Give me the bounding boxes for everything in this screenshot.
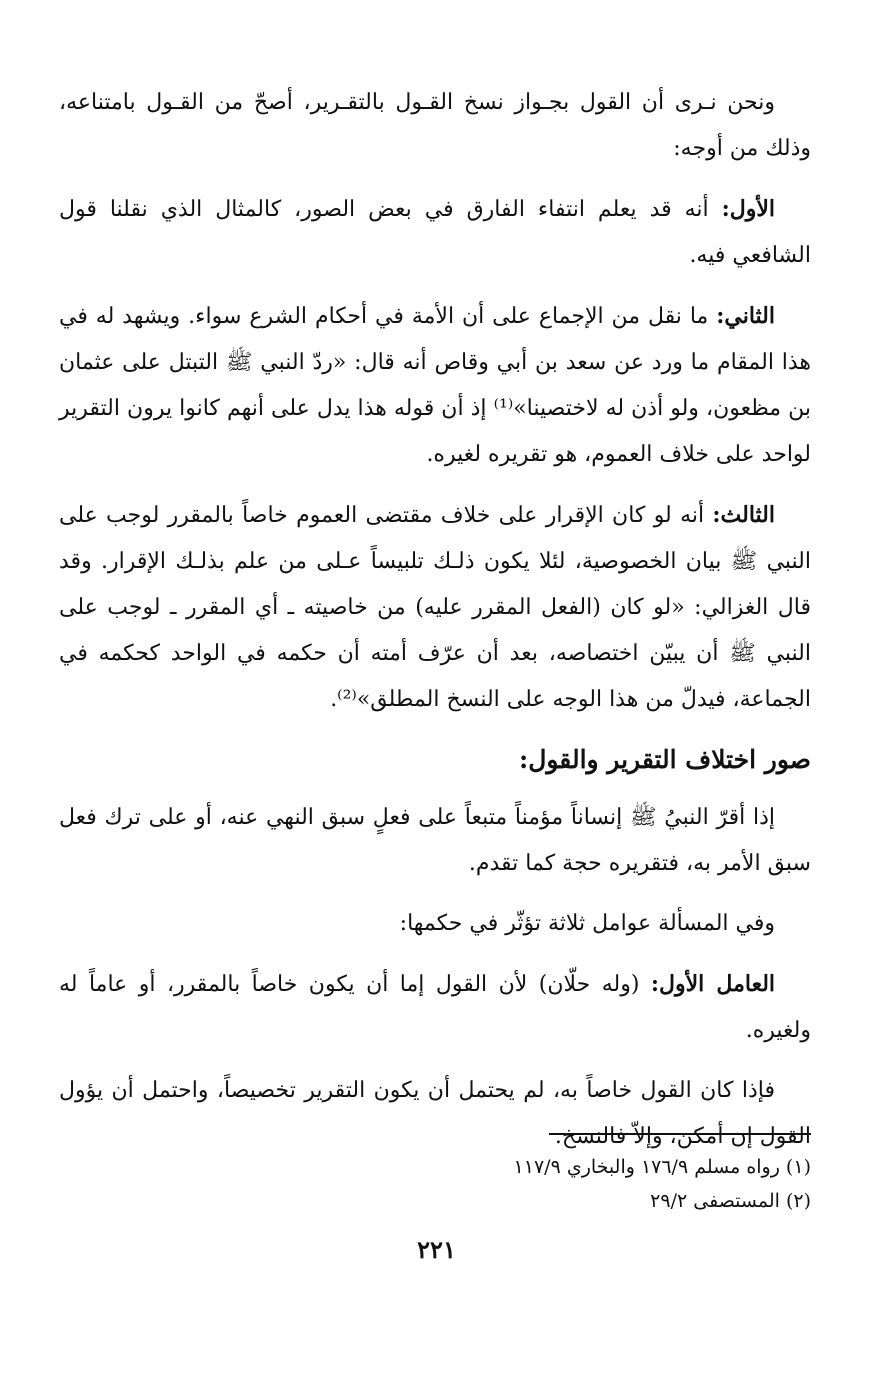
paragraph-factors-intro: [59, 901, 811, 947]
paragraph-third-reason: [59, 492, 811, 723]
footnote-separator: [549, 1133, 811, 1135]
paragraph-text: ونحن نـرى أن القول بجـواز نسخ القـول بالتقـرير، أصحّ من القـول بامتناعه، وذلك من أوجه:: [59, 90, 811, 161]
paragraph-approval-case: [59, 795, 811, 887]
page-number: ٢٢١: [417, 1235, 456, 1264]
paragraph-lead: العامل الأول:: [650, 971, 776, 997]
paragraph-text: أنه لو كان الإقرار على خلاف مقتضى العموم خاصاً بالمقرر لوجب على النبي ﷺ بيان الخصوصية، لئلا يكون ذلـك تلبيساً عـلى من علم بذلـك الإقرار. وقد قال الغزالي: «لو كان (الفعل المقرر عليه) من خاصيته ـ أي المقرر ـ لوجب على النبي ﷺ أن يبيّن اختصاصه، بعد أن عرّف أمته أن حكمه في الواحد كحكمه في الجماعة، فيدلّ من هذا الوجه على النسخ المطلق»⁽²⁾.: [59, 503, 811, 712]
section-heading: صور اختلاف التقرير والقول:: [519, 745, 811, 774]
footnote-1: (١) رواه مسلم ١٧٦/٩ والبخاري ١١٧/٩: [513, 1156, 811, 1178]
paragraph-second-reason: [59, 293, 811, 478]
paragraph-specific-case: [59, 1068, 811, 1160]
paragraph-intro: [59, 80, 811, 172]
paragraph-lead: الثالث:: [712, 502, 775, 528]
main-text: [59, 80, 811, 1174]
footnotes: [59, 1150, 811, 1218]
paragraph-lead: الثاني:: [716, 303, 775, 329]
paragraph-first-factor: [59, 961, 811, 1054]
paragraph-first-reason: [59, 186, 811, 279]
paragraph-lead: الأول:: [721, 196, 775, 222]
footnote-2: (٢) المستصفى ٢٩/٢: [650, 1190, 811, 1212]
paragraph-text: وفي المسألة عوامل ثلاثة تؤثّر في حكمها:: [399, 911, 775, 936]
paragraph-text: ما نقل من الإجماع على أن الأمة في أحكام الشرع سواء. ويشهد له في هذا المقام ما ورد عن سعد بن أبي وقاص أنه قال: «ردّ النبي ﷺ التبتل على عثمان بن مظعون، ولو أذن له لاختصينا»⁽¹⁾ إذ أن قوله هذا يدل على أنهم كانوا يرون التقرير لواحد على خلاف العموم، هو تقريره لغيره.: [59, 304, 811, 467]
paragraph-text: (وله حلّان) لأن القول إما أن يكون خاصاً بالمقرر، أو عاماً له ولغيره.: [59, 972, 811, 1043]
paragraph-text: أنه قد يعلم انتفاء الفارق في بعض الصور، كالمثال الذي نقلنا قول الشافعي فيه.: [59, 197, 811, 268]
paragraph-text: فإذا كان القول خاصاً به، لم يحتمل أن يكون التقرير تخصيصاً، واحتمل أن يؤول القول إن أمكن، وإلاّ فالنسخ.: [59, 1078, 811, 1149]
paragraph-text: إذا أقرّ النبيُ ﷺ إنساناً مؤمناً متبعاً على فعلٍ سبق النهي عنه، أو على ترك فعل سبق الأمر به، فتقريره حجة كما تقدم.: [59, 805, 811, 876]
